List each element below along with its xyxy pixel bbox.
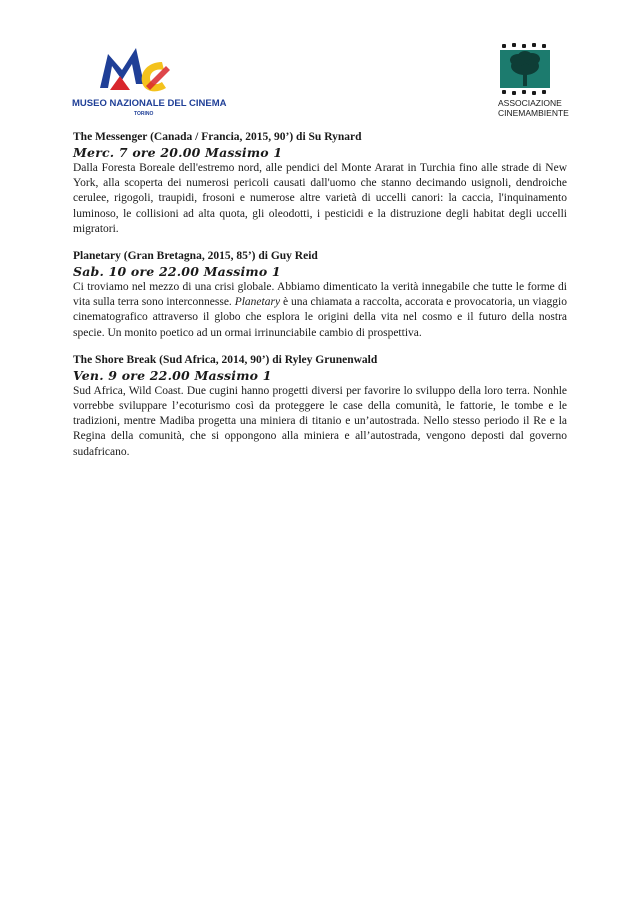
- film-description-italic-title: Planetary: [234, 296, 281, 309]
- film-entry: [73, 353, 567, 460]
- film-title: The Shore Break (Sud Africa, 2014, 90’) di Ryley Grunenwald: [73, 353, 378, 366]
- film-description: [73, 161, 567, 237]
- film-screening-date: Sab. 10 ore 22.00 Massimo 1: [73, 264, 281, 280]
- museo-nazionale-cinema-logo: [70, 40, 230, 120]
- cinemambiente-logo-line2: CINEMAMBIENTE: [498, 108, 569, 118]
- museo-logo-graphic: [70, 40, 230, 120]
- cinemambiente-logo-graphic: [496, 42, 576, 122]
- film-description-text: è una chiamata a raccolta, accorata e provocatoria, un viaggio cinematografico attraverso il globo che esplora le origini della vita nel cosmo e il futuro della nostra specie. Un monito poetico ad un ormai irrinunciabile cambio di prospettiva.: [73, 296, 567, 339]
- museo-logo-line2: TORINO: [134, 111, 154, 117]
- film-entry: [73, 130, 567, 237]
- film-screening-date: Merc. 7 ore 20.00 Massimo 1: [73, 145, 283, 160]
- film-description: [73, 280, 567, 341]
- film-entry: [73, 249, 567, 341]
- film-description-text: Sud Africa, Wild Coast. Due cugini hanno progetti diversi per favorire lo sviluppo della loro terra. Nonhle vorrebbe sviluppare l’ecoturismo così da proteggere le case della comunità, le fattorie, le tombe e le tradizioni, mentre Madiba progetta una miniera di titanio e un’autostrada. Nello stesso periodo il Re e la Regina della comunità, che si oppongono alla miniera e all’autostrada, vengono deposti dal governo sudafricano.: [73, 384, 567, 458]
- museo-logo-line1: MUSEO NAZIONALE DEL CINEMA: [72, 98, 227, 109]
- associazione-cinemambiente-logo: [496, 42, 576, 122]
- film-title: The Messenger (Canada / Francia, 2015, 90’) di Su Rynard: [73, 131, 362, 143]
- film-list: [73, 130, 567, 472]
- film-title: Planetary (Gran Bretagna, 2015, 85’) di Guy Reid: [73, 250, 318, 263]
- film-description-text: Ci troviamo nel mezzo di una crisi globale. Abbiamo dimenticato la verità innegabile che tutte le forme di vita sulla terra sono interconnesse.: [73, 281, 567, 309]
- film-description: [73, 384, 567, 460]
- film-description-text: Dalla Foresta Boreale dell'estremo nord, alle pendici del Monte Ararat in Turchia fino alle strade di New York, alla scoperta dei numerosi pericoli causati dall'uomo che stanno decimando usignoli, dendroiche cerulee, rigogoli, traupidi, frosoni e numerose altre varietà di uccelli canori: la caccia, l'inquinamento luminoso, le collisioni ad alta quota, gli oleodotti, i pesticidi e la distruzione degli habitat degli uccelli migratori.: [73, 162, 567, 235]
- film-screening-date: Ven. 9 ore 22.00 Massimo 1: [73, 367, 272, 383]
- cinemambiente-logo-line1: ASSOCIAZIONE: [498, 98, 562, 108]
